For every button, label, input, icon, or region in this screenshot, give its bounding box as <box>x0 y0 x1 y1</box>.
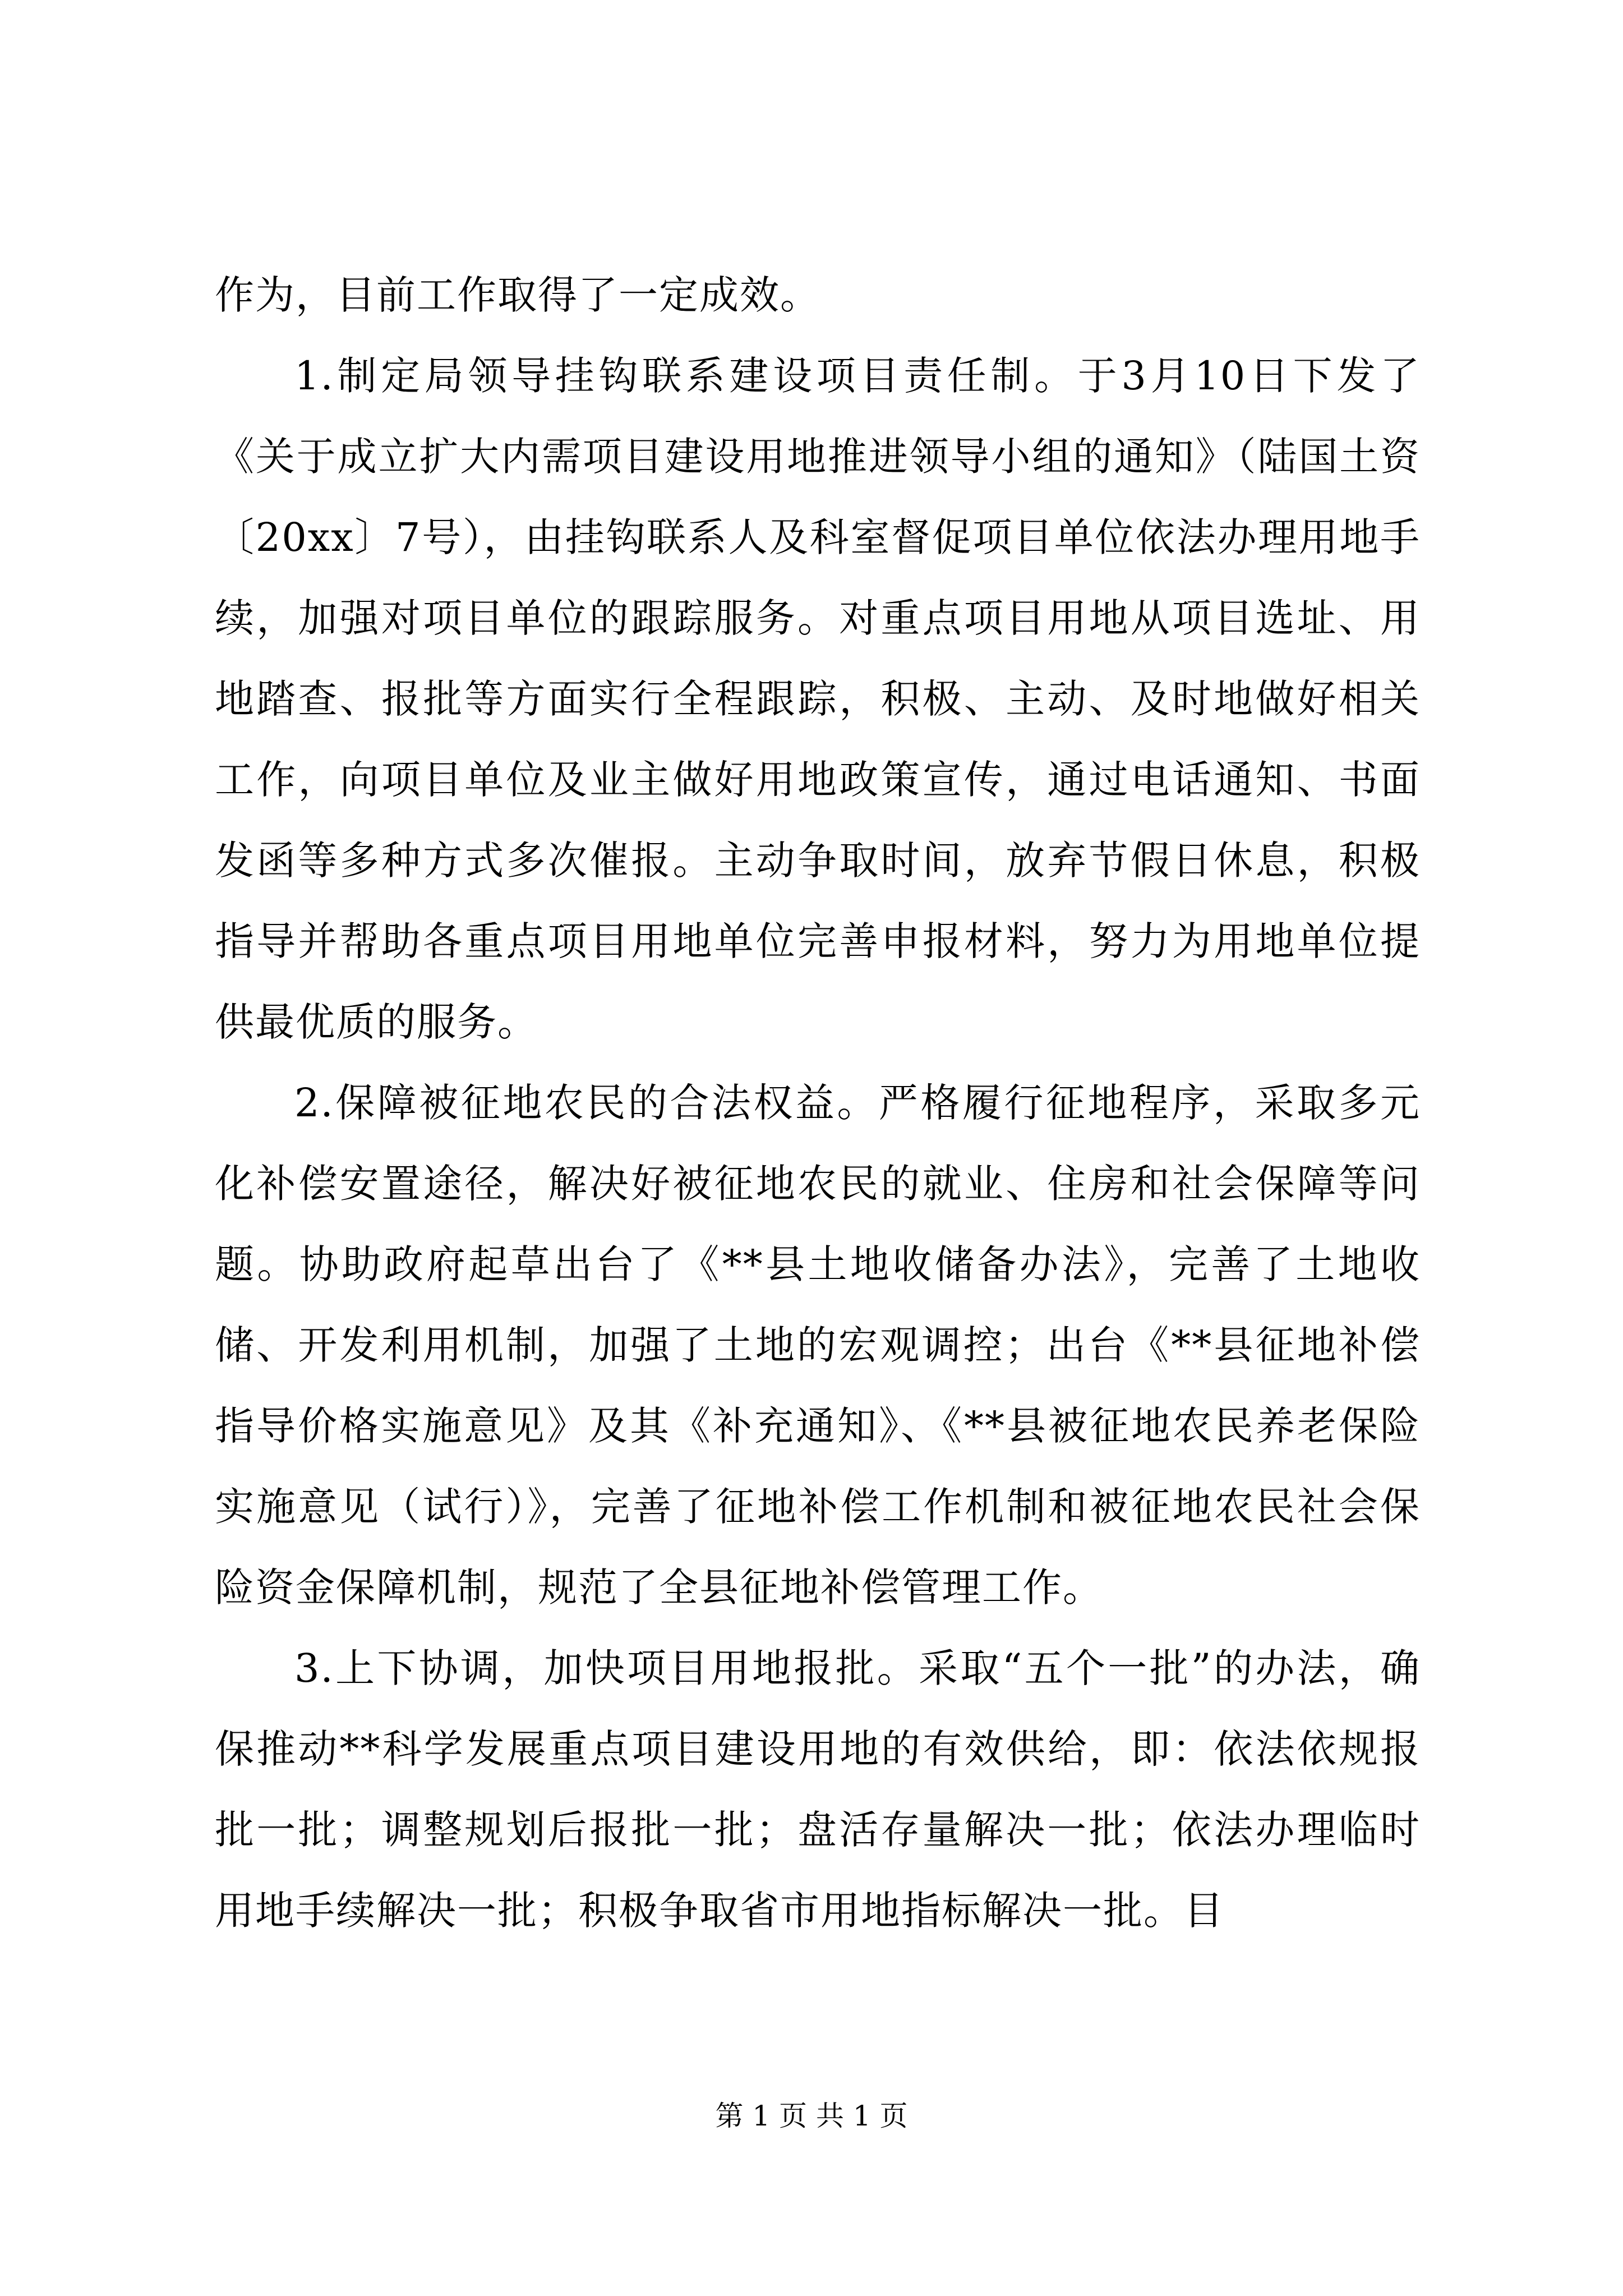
paragraph-item-2: 2.保障被征地农民的合法权益。严格履行征地程序，采取多元化补偿安置途径，解决好被征地农民的就业、住房和社会保障等问题。协助政府起草出台了《**县土地收储备办法》，完善了土地收储、开发利用机制，加强了土地的宏观调控；出台《**县征地补偿指导价格实施意见》及其《补充通知》、《**县被征地农民养老保险实施意见（试行）》，完善了征地补偿工作机制和被征地农民社会保险资金保障机制，规范了全县征地补偿管理工作。 <box>215 1080 1421 1611</box>
paragraph-item-3: 3.上下协调，加快项目用地报批。采取“五个一批”的办法，确保推动**科学发展重点项目建设用地的有效供给，即：依法依规报批一批；调整规划后报批一批；盘活存量解决一批；依法办理临时用地手续解决一批；积极争取省市用地指标解决一批。目 <box>215 1645 1421 1934</box>
document-body <box>215 255 1421 1951</box>
page-footer: 第 1 页 共 1 页 <box>715 2100 908 2132</box>
paragraph-item-1: 1.制定局领导挂钩联系建设项目责任制。于3月10日下发了《关于成立扩大内需项目建设用地推进领导小组的通知》（陆国土资〔20xx〕7号），由挂钩联系人及科室督促项目单位依法办理用地手续，加强对项目单位的跟踪服务。对重点项目用地从项目选址、用地踏查、报批等方面实行全程跟踪，积极、主动、及时地做好相关工作，向项目单位及业主做好用地政策宣传，通过电话通知、书面发函等多种方式多次催报。主动争取时间，放弃节假日休息，积极指导并帮助各重点项目用地单位完善申报材料，努力为用地单位提供最优质的服务。 <box>215 353 1421 1045</box>
paragraph-continuation: 作为，目前工作取得了一定成效。 <box>215 272 820 318</box>
